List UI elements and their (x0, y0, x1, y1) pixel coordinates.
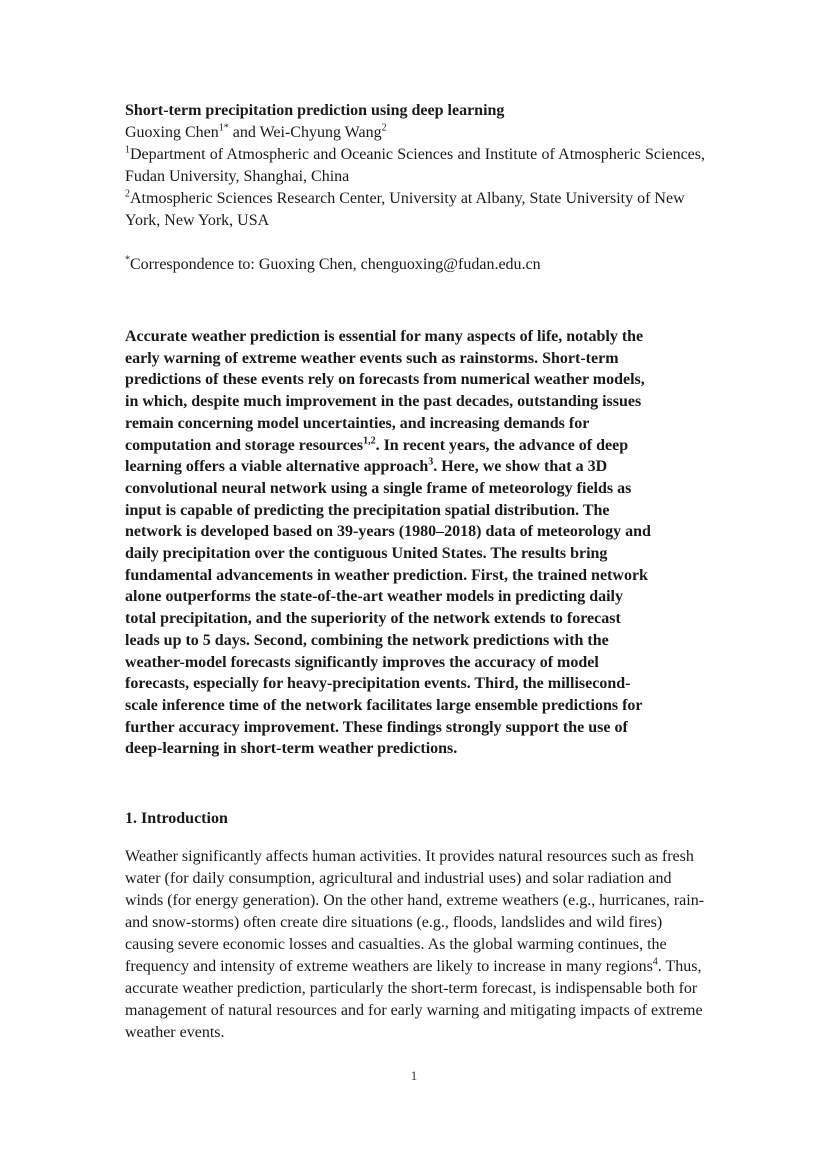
introduction-paragraph (125, 846, 705, 1044)
abstract-part-3: . Here, we show that a 3D convolutional neural network using a single frame of meteorology fields as input is capable of predicting the precipitation spatial distribution. The network is developed based on 39-years (1980–2018) data of meteorology and daily precipitation over the contiguous United States. The results bring fundamental advancements in weather prediction. First, the trained network alone outperforms the state-of-the-art weather models in predicting daily total precipitation, and the superiority of the network extends to forecast leads up to 5 days. Second, combining the network predictions with the weather-model forecasts significantly improves the accuracy of model forecasts, especially for heavy-precipitation events. Third, the millisecond-scale inference time of the network facilitates large ensemble predictions for further accuracy improvement. These findings strongly support the use of deep-learning in short-term weather predictions. (125, 458, 651, 758)
affiliation-1-text: Department of Atmospheric and Oceanic Sciences and Institute of Atmospheric Sciences, Fudan University, Shanghai, China (125, 146, 705, 185)
correspondence (125, 254, 705, 276)
author-2: Wei-Chyung Wang (259, 124, 382, 141)
paper-title: Short-term precipitation prediction using deep learning (125, 102, 505, 119)
abstract-ref-1: 1,2 (363, 435, 376, 447)
intro-part-1: Weather significantly affects human activities. It provides natural resources such as fresh water (for daily consumption, agricultural and industrial uses) and solar radiation and winds (for energy generation). On the other hand, extreme weathers (e.g., hurricanes, rain- and snow-storms) often create dire situations (e.g., floods, landslides and wild fires) causing severe economic losses and casualties. As the global warming continues, the frequency and intensity of extreme weathers are likely to increase in many regions (125, 848, 705, 976)
abstract-part-1: Accurate weather prediction is essential for many aspects of life, notably the early warning of extreme weather events such as rainstorms. Short-term predictions of these events rely on forecasts from numerical weather models, in which, despite much improvement in the past decades, outstanding issues remain concerning model uncertainties, and increasing demands for computation and storage resources (125, 328, 645, 454)
author-2-marks: 2 (381, 122, 387, 134)
correspondence-text: Correspondence to: Guoxing Chen, chenguoxing@fudan.edu.cn (130, 256, 541, 273)
affiliation-1-mark: 1 (125, 144, 130, 156)
section-heading: 1. Introduction (125, 810, 228, 828)
abstract-ref-2: 3 (428, 456, 434, 468)
correspondence-mark: * (125, 254, 130, 266)
affiliation-2-text: Atmospheric Sciences Research Center, University at Albany, State University of New York, New York, USA (125, 190, 685, 229)
affiliation-2 (125, 188, 705, 232)
author-conjunction: and (228, 124, 260, 141)
affiliation-2-mark: 2 (125, 188, 130, 200)
abstract (125, 326, 653, 760)
paper-page (125, 100, 705, 1060)
author-line (125, 122, 705, 144)
page-number: 1 (410, 1068, 418, 1083)
intro-ref: 4 (652, 956, 658, 968)
author-1: Guoxing Chen (125, 124, 219, 141)
intro-part-2: . Thus, accurate weather prediction, particularly the short-term forecast, is indispensable both for management of natural resources and for early warning and mitigating impacts of extreme weather events. (125, 958, 703, 1042)
affiliation-1 (125, 144, 705, 188)
abstract-part-2: . In recent years, the advance of deep learning offers a viable alternative approach (125, 436, 629, 476)
author-1-marks: 1* (218, 122, 229, 134)
